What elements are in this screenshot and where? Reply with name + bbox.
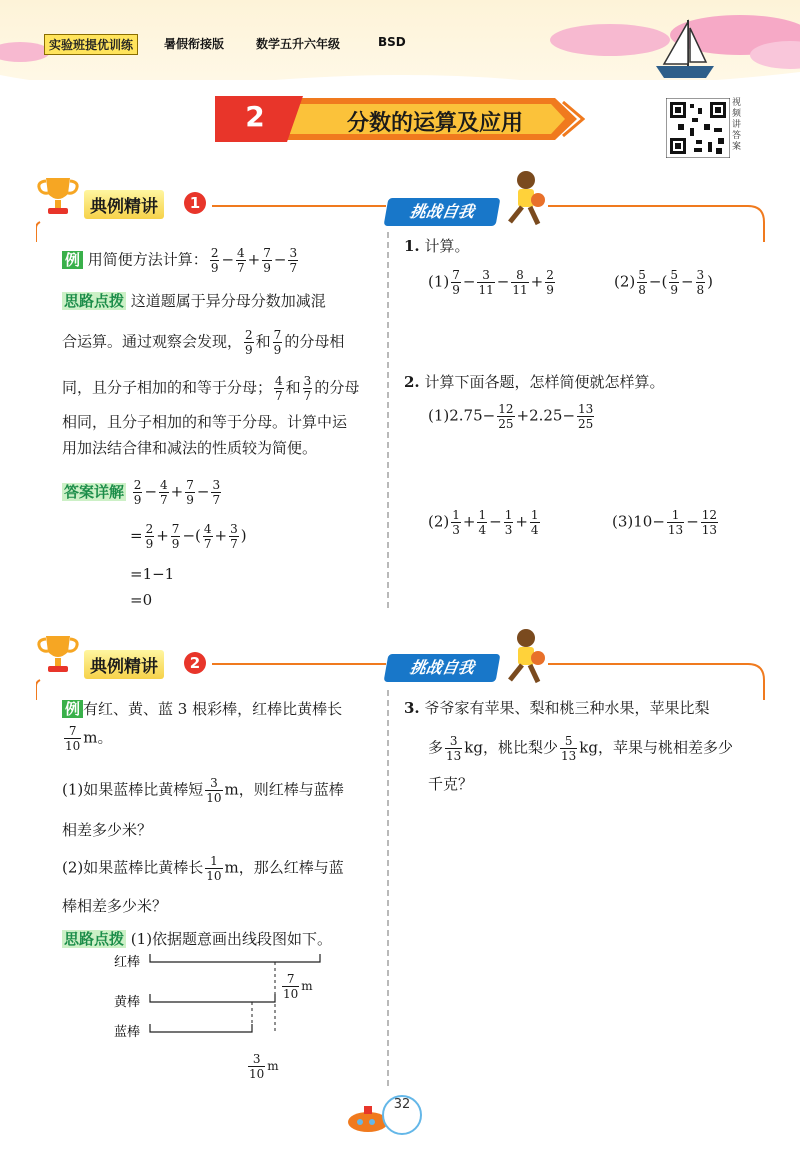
section2-label: 典例精讲	[90, 657, 158, 677]
sailboat-icon	[650, 14, 720, 82]
q2-part2: (2) $\frac{1}{3}$ + $\frac{1}{4}$ − $\frac{1}{3}$ + $\frac{1}{4}$	[428, 508, 539, 537]
series-badge: 实验班提优训练	[44, 34, 138, 55]
subject-label: 数学五升六年级	[256, 37, 341, 51]
section1-number: 1	[184, 192, 206, 214]
q1-title: 1. 计算。	[404, 237, 470, 255]
challenge1-heading: 挑战自我	[384, 198, 501, 226]
column-divider-bottom	[387, 690, 389, 1086]
edition-label: 暑假衔接版	[164, 37, 225, 51]
page-number: 32	[382, 1095, 422, 1135]
q2-title: 2. 计算下面各题，怎样简便就怎样算。	[404, 373, 665, 391]
red-bar	[150, 954, 320, 962]
challenge2-heading: 挑战自我	[384, 654, 501, 682]
example-tag: 例	[62, 700, 83, 718]
hint1-line4: 相同，且分子相加的和等于分母。计算中运	[62, 413, 348, 431]
q3-line2: 多 $\frac{3}{13}$ kg，桃比梨少 $\frac{5}{13}$ kg，苹果与桃相差多少	[428, 734, 733, 763]
section2-number: 2	[184, 652, 206, 674]
hint1-line5: 用加法结合律和减法的性质较为简便。	[62, 439, 318, 457]
section2-frame-line	[36, 656, 388, 701]
section1-frame-line	[36, 198, 388, 243]
yellow-bar	[150, 994, 275, 1002]
q1-part1: (1) $\frac{7}{9}$ − $\frac{3}{11}$ − $\frac{8}{11}$ + $\frac{2}{9}$	[428, 268, 554, 297]
example2-q1: (1)如果蓝棒比黄棒短 $\frac{3}{10}$ m，则红棒与蓝棒	[62, 776, 344, 805]
section1-label: 典例精讲	[90, 197, 158, 217]
example2-line2: $\frac{7}{10}$ m。	[65, 724, 113, 753]
hint1-line2: 合运算。通过观察会发现， $\frac{2}{9}$ 和 $\frac{7}{9}$ 的分母相	[62, 328, 345, 357]
hint1-line1: 思路点拨 这道题属于异分母分数加减混	[64, 292, 326, 310]
hint-tag: 思路点拨	[64, 292, 125, 310]
q3-line3: 千克？	[428, 775, 474, 793]
blue-bar-label: 蓝棒	[114, 1025, 141, 1038]
q2-part3: (3)10− $\frac{1}{13}$ − $\frac{12}{13}$	[612, 508, 718, 537]
q2-part1: (1)2.75− $\frac{12}{25}$ +2.25− $\frac{13}{25}$	[428, 402, 594, 431]
diagram-frac2: $\frac{3}{10}$ m	[249, 1052, 279, 1081]
column-divider-top	[387, 232, 389, 608]
answer1-line2: = $\frac{2}{9}$ + $\frac{7}{9}$ −( $\frac{4}{7}$ + $\frac{3}{7}$ )	[130, 522, 247, 551]
chapter-number: 2	[245, 100, 265, 133]
blue-bar	[150, 1024, 252, 1032]
example-tag: 例	[62, 251, 83, 269]
hint2-line: 思路点拨 (1)依据题意画出线段图如下。	[64, 930, 333, 948]
diagram-frac1: $\frac{7}{10}$ m	[283, 972, 313, 1001]
chapter-title: 分数的运算及应用	[346, 111, 523, 136]
yellow-bar-label: 黄棒	[114, 995, 141, 1010]
answer1-line1: 答案详解 $\frac{2}{9}$ − $\frac{4}{7}$ + $\frac{7}{9}$ − $\frac{3}{7}$	[64, 478, 221, 507]
example2-q2-cont: 棒相差多少米？	[62, 897, 168, 915]
q1-part2: (2) $\frac{5}{8}$ −( $\frac{5}{9}$ − $\frac{3}{8}$ )	[614, 268, 714, 297]
qr-code-icon[interactable]	[666, 98, 730, 158]
hint-tag: 思路点拨	[64, 930, 125, 948]
challenge2-frame-line	[396, 656, 768, 701]
answer-tag: 答案详解	[64, 482, 125, 501]
answer1-line3: =1−1	[130, 565, 175, 583]
red-bar-label: 红棒	[114, 955, 141, 970]
q3-line1: 3. 爷爷家有苹果、梨和桃三种水果，苹果比梨	[404, 699, 710, 717]
example2-q2: (2)如果蓝棒比黄棒长 $\frac{1}{10}$ m，那么红棒与蓝	[62, 854, 344, 883]
hint1-line3: 同，且分子相加的和等于分母； $\frac{4}{7}$ 和 $\frac{3}{7}$ 的分母	[62, 374, 360, 403]
example1-line: 例 用简便方法计算： $\frac{2}{9}$ − $\frac{4}{7}$ + $\frac{7}{9}$ − $\frac{3}{7}$	[62, 246, 300, 275]
version-label: BSD	[378, 35, 406, 49]
example2-q1-cont: 相差多少米？	[62, 821, 153, 839]
answer1-line4: =0	[130, 591, 153, 609]
example2-line1: 例 有红、黄、蓝 3 根彩棒，红棒比黄棒长	[62, 698, 342, 719]
qr-label: 视 频 讲 答 案	[732, 98, 742, 152]
